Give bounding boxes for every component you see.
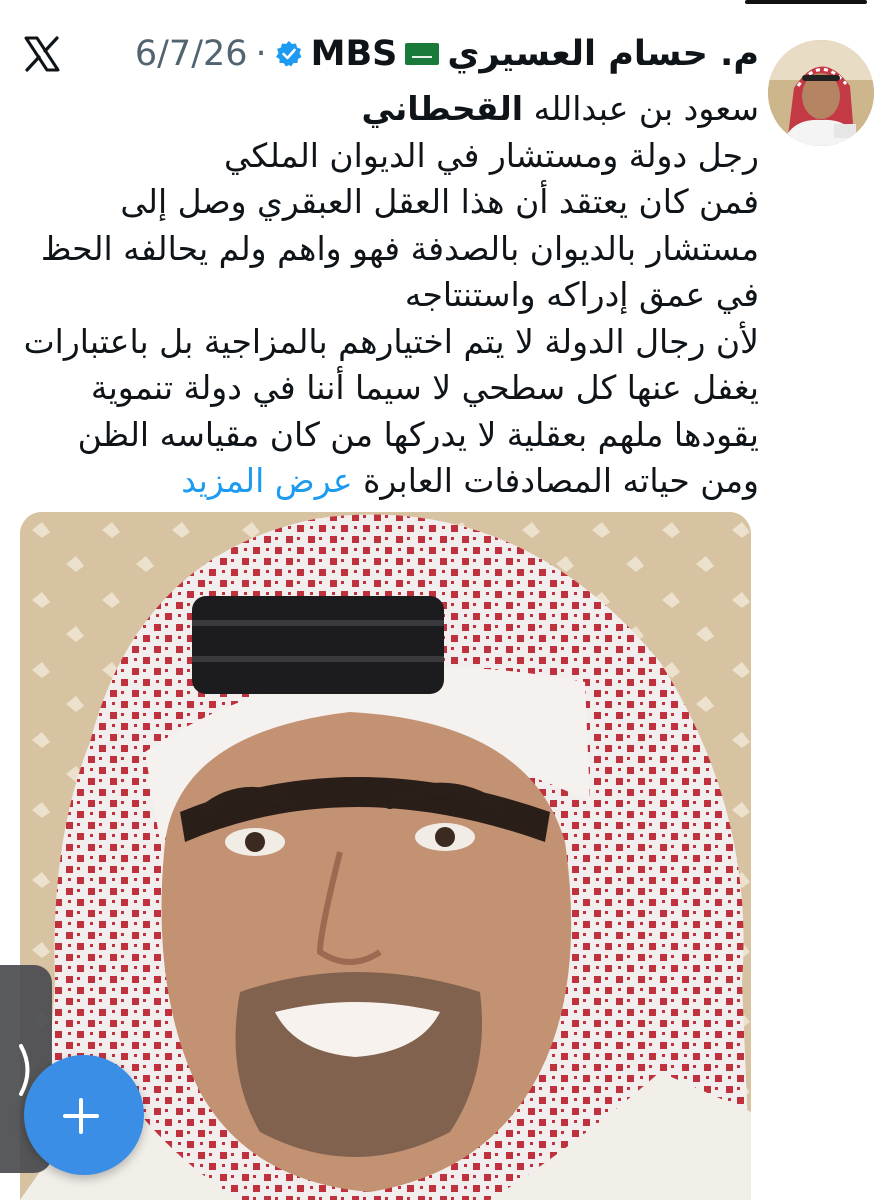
tweet-line-bold: القحطاني	[361, 89, 524, 128]
tweet-line: في عمق إدراكه واستنتاجه	[404, 275, 759, 314]
plus-icon[interactable]	[62, 1097, 100, 1135]
tweet-line: يقودها ملهم بعقلية لا يدركها من كان مقياسه الظن	[77, 414, 759, 454]
tweet-line-text: ومن حياته المصادفات العابرة	[363, 461, 759, 500]
tweet-line-text: سعود بن عبدالله	[533, 89, 759, 128]
tweet-line	[29, 86, 759, 133]
tweet-header	[135, 28, 759, 80]
tweet-body	[23, 86, 759, 505]
author-avatar[interactable]	[768, 40, 874, 146]
show-more-link[interactable]: عرض المزيد	[181, 461, 353, 500]
author-name[interactable]: م. حسام العسيري	[447, 34, 759, 74]
author-handle[interactable]: MBS	[310, 34, 398, 74]
tweet-line: لأن رجال الدولة لا يتم اختيارهم بالمزاجية بل باعتبارات	[23, 321, 759, 361]
top-edge-bar	[745, 0, 867, 4]
x-logo-icon[interactable]	[22, 34, 62, 74]
tweet-line: يغفل عنها كل سطحي لا سيما أننا في دولة تنموية	[90, 368, 759, 407]
tweet-line: رجل دولة ومستشار في الديوان الملكي	[223, 135, 759, 175]
verified-badge-icon	[275, 40, 303, 68]
saudi-flag-icon	[405, 43, 439, 65]
tweet-line: مستشار بالديوان بالصدفة فهو واهم ولم يحالفه الحظ	[40, 228, 759, 268]
tweet-line	[29, 458, 759, 505]
tweet-date[interactable]: 6/7/26	[134, 34, 248, 74]
tweet-line: فمن كان يعتقد أن هذا العقل العبقري وصل إلى	[120, 182, 759, 221]
header-separator: ·	[255, 34, 267, 74]
